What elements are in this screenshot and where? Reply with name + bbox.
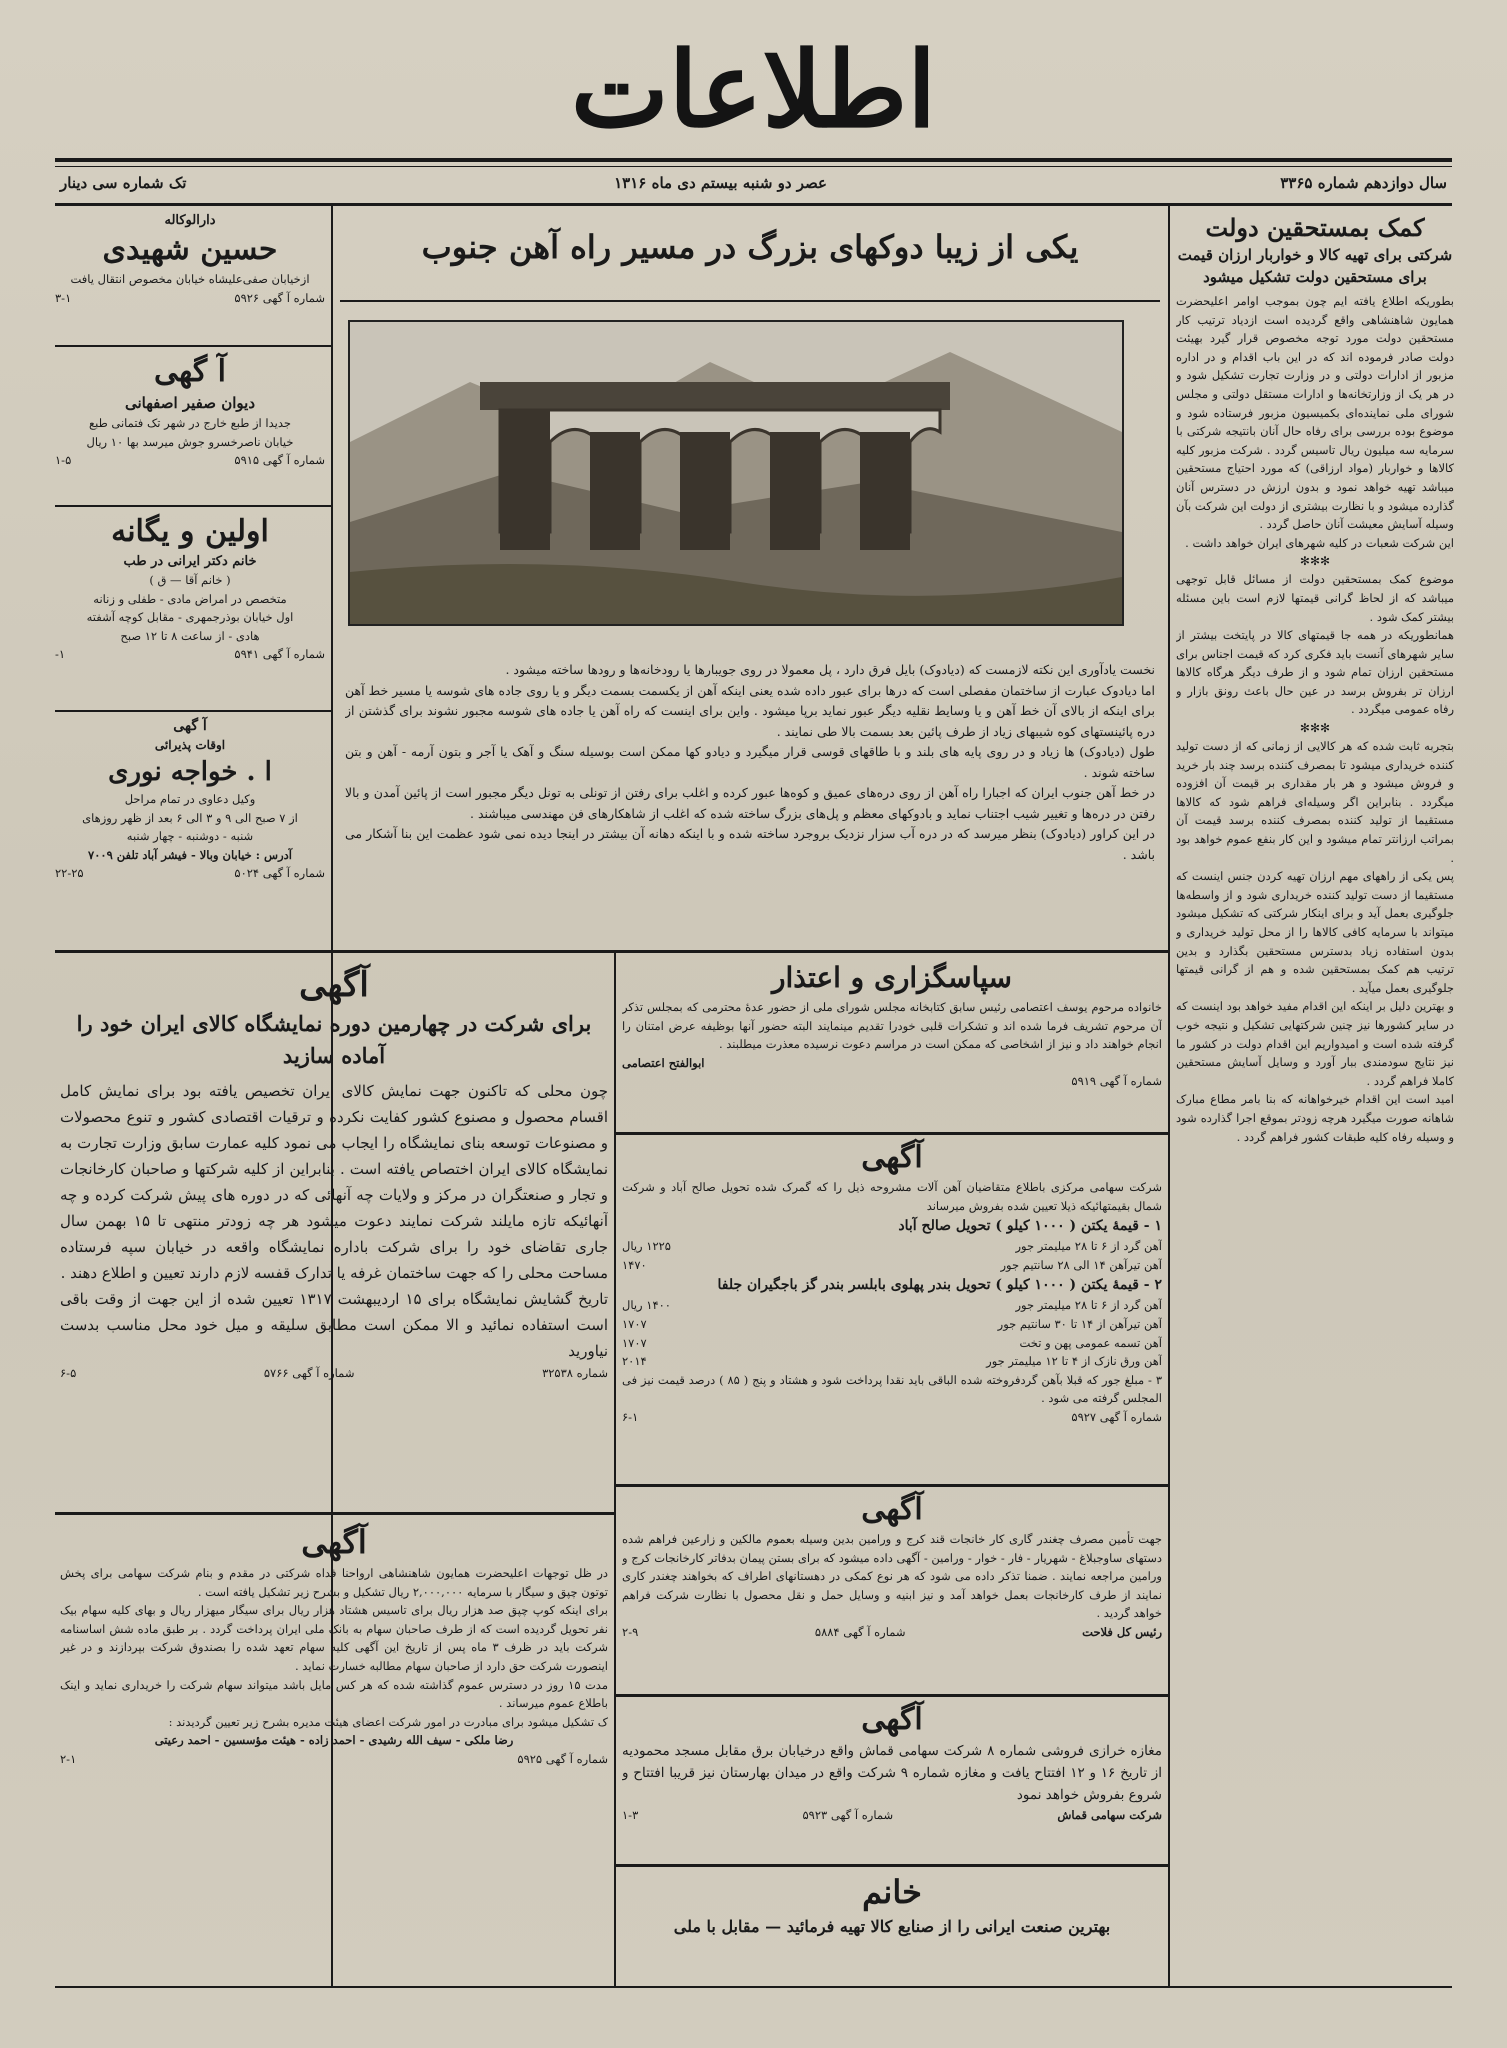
iron-notice-section: ۱ - قیمۀ یکتن ( ۱۰۰۰ کیلو ) تحویل صالح آباد [898, 1218, 1162, 1235]
ad-doctor-title: اولین و یگانه [111, 514, 269, 549]
company-notice-code: ۲-۱ [60, 1751, 77, 1766]
lead-article-body [345, 660, 1155, 942]
beet-notice [622, 1490, 1162, 1690]
section-ornament: ✻✻✻ [1299, 554, 1331, 569]
iron-notice-code: ۶-۱ [622, 1409, 639, 1424]
bridge-viaduct-image [350, 322, 1122, 624]
exhibition-headline: برای شرکت در چهارمین دوره نمایشگاه کالای ایران خود را آماده سازید [76, 1011, 592, 1068]
ad-code: ۱- [55, 647, 66, 662]
right-column-paragraph: و بهترین دلیل بر اینکه این اقدام مفید خواهد بود اینست که در سایر کشورها نیز چنین شرکتهایی تشکیل و نتیجه خوب گرفته شده است و امیدواریم این اقدام دولت در کشور ما نیز نتایج سودمندی ببار آورد و وسایل آسایش مستحقین کاملا فراهم گردد . [1176, 999, 1454, 1088]
bottom-rule [55, 1986, 1452, 1988]
lead-headline: یکی از زیبا دوکهای بزرگ در مسیر راه آهن جنوب [421, 228, 1079, 266]
ad-doctor-line: اول خیابان بوذرجمهری - مقابل کوچه آشفته [86, 610, 294, 625]
issue-date: عصر دو شنبه بیستم دی ماه ۱۳۱۶ [614, 174, 827, 192]
iron-price: ۱۲۲۵ ریال [622, 1239, 671, 1254]
right-column-paragraph: همانطوریکه در همه جا قیمتهای کالا در پایتخت بیشتر از سایر شهرهای آنست باید فکری کرد که قیمت اجناس برای مستحقین ارزان تمام شود و از طرف دیگر هرگاه کالاها ارزان تر بفروش برسد در عین حال باعث رونق بازار و رفاه عمومی میگردد . [1176, 628, 1454, 717]
left-rule [55, 505, 331, 507]
khatam-notice-body: بهترین صنعت ایرانی را از صنایع کالا تهیه فرمائید — مقابل با ملی [673, 1917, 1111, 1936]
ad-shahidi [55, 212, 325, 340]
shop-notice-ad-no: شماره آ گهی ۵۹۲۳ [802, 1808, 894, 1822]
lead-paragraph: در خط آهن جنوب ایران که اجبارا راه آهن از روی دره‌های عمیق و کوه‌ها عبور کرده و اغلب برای رفتن از تونلی به تونل دیگر مجبور است از پائین آمدن و بالا رفتن در دره‌ها و تغییر شیب اجتناب نماید و بادوکهای معظم و پل‌های بزرگ ساخته شده که اغلب از شاهکارهای فن مهندسی میباشند . [345, 785, 1155, 821]
company-notice-paragraph: برای اینکه کوپ چپق صد هزار ریال برای تاسیس هشتاد هزار ریال برای سیگار میهزار ریال و بهای کلیه سهام بیک نفر تحویل گردیده است که از طرف صاحبان سهام به بانک ملی ایران پرداخت گردد . بر طبق ماده شش اساسنامه شرکت باید در ظرف ۳ ماه پس از تاریخ این آگهی کلیه سهام تعهد شده را بصندوق شرکت بپردازند و در غیر اینصورت شرکت حق دارد از صاحبان سهام مطالبه خسارت نماید . [60, 1603, 608, 1673]
column-rule-middle [614, 952, 616, 1986]
masthead [0, 30, 1507, 150]
thanks-ad-no: شماره آ گهی ۵۹۱۹ [1071, 1074, 1162, 1089]
ad-shahidi-address: ازخیابان صفی‌علیشاه خیابان مخصوص انتقال یافت [70, 272, 310, 286]
shop-notice-signature: شرکت سهامی قماش [1057, 1808, 1162, 1822]
iron-notice-intro: شرکت سهامی مرکزی باطلاع متقاضیان آهن آلات مشروحه ذیل را که گمرک شده تحویل صالح آباد و شرکت شمال بقیمتهائیکه ذیلا تعیین شده بفروش میرساند [622, 1180, 1162, 1213]
iron-price: ۱۴۰۰ ریال [622, 1298, 671, 1313]
iron-item: آهن تیرآهن از ۱۴ تا ۳۰ سانتیم جور [997, 1316, 1162, 1331]
thanks-body: خانواده مرحوم یوسف اعتصامی رئیس سابق کتابخانه مجلس شورای ملی از حضور عدۀ محترمی که بمجلس تذکر آن مرحوم تشریف فرما شده اند و تشکرات قلبی خودرا تقدیم مینمایند البته حضور آنها بوظیفه عرض امتنان را انجام خواهند داد و نیز از اشخاصی که ممکن است در مراسم دعوت نرسیده معذرت میطلبند . [622, 1000, 1162, 1052]
iron-price-row [622, 1352, 1162, 1371]
shop-notice-footer [622, 1806, 1162, 1825]
iron-price-row [622, 1315, 1162, 1334]
iron-notice-note: ۳ - مبلغ جور که قبلا بآهن گردفروخته شده الباقی باید نقدا پرداخت شود و هشتاد و پنج ( ۸۵ ) درصد قیمت نیز فی المجلس گرفته می شود . [622, 1372, 1162, 1406]
column-rule-right [1168, 206, 1170, 1986]
ad-code: ۳-۱ [55, 290, 72, 305]
middle-rule [616, 1694, 1168, 1697]
exhibition-ad-no: شماره آ گهی ۵۷۶۶ [263, 1366, 355, 1380]
ad-ref: شماره آ گهی ۵۹۴۱ [234, 647, 325, 662]
iron-price-row [622, 1237, 1162, 1256]
lead-paragraph: اما دیادوک عبارت از ساختمان مفصلی است که درها برای عبور داده شده یعنی اینکه آهن از یکسمت بسمت دیگر و یا روی جاده های شوسه یا مسیر خط آهن برای اینکه از بالای آن خط آهن و یا وسایط نقلیه دیگر عبور نماید برپا میشود . واین برای اینست که راه آهن یا جاده های شوسه مجبور نشوند برای گذشتن از دره پائینستهای کوه شیبهای زیاد از طرف پائین بعد بسمت بالا طی نمایند . [345, 682, 1155, 739]
ad-nouri-footer [55, 864, 325, 883]
iron-price-row [622, 1334, 1162, 1353]
exhibition-footer [60, 1364, 608, 1383]
issue-number: سال دوازدهم شماره ۳۳۶۵ [1280, 174, 1447, 192]
right-column-headline: کمک بمستحقین دولت [1205, 213, 1425, 242]
iron-price: ۱۷۰۷ [622, 1335, 647, 1350]
middle-rule [616, 1484, 1168, 1487]
issue-price: تک شماره سی دینار [60, 174, 187, 192]
right-column-paragraph: بتجربه ثابت شده که هر کالایی از زمانی که از دست تولید کننده خریداری میشود تا بمصرف کننده برسد چند بار خرید و فروش میشود و هر بار مقداری بر قیمت آن افزوده میگردد . بنابراین اگر وسیله‌ای فراهم شود که کالاها مستقیما از تولید کننده بمصرف کننده برسد قیمت آن بمراتب ارزانتر تمام میشود و این کار بنفع عموم خواهد بود . [1176, 739, 1454, 865]
lead-paragraph: طول (دیادوک) ها زیاد و در روی پایه های بلند و با طاقهای قوسی قرار میگیرد و دیادو کها ممکن است بوسیله سنگ و آهک یا آجر و بتون آرمه - آهن و بتن ساخته شوند . [345, 744, 1155, 780]
beet-notice-body: جهت تأمین مصرف چغندر گاری کار خانجات قند کرج و ورامین بدین وسیله بعموم مالکین و زارعین فراهم شده دستهای ساوجبلاغ - شهریار - فار - خوار - ورامین - آگهی داده میشود که برای بستن پیمان بدفاتر کارخانجات کرج و ورامین مراجعه نمایند . ضمنا تذکر داده می شود که هر نوع کمکی در دهستانهای اطراف که بخواهند چغندر کاری نمایند از طرف کارخانجات بعمل خواهد آمد و نیز ابنیه و وسایل حمل و نقل محصول با نظارت شرکت فراهم خواهد گردید . [622, 1532, 1162, 1621]
iron-notice-section: ۲ - قیمۀ یکتن ( ۱۰۰۰ کیلو ) تحویل بندر پهلوی بابلسر بندر گز باجگیران جلفا [717, 1277, 1162, 1294]
exhibition-title: آگهی [299, 965, 369, 1005]
right-column-subhead: شرکتی برای تهیه کالا و خواربار ارزان قیمت برای مستحقین دولت تشکیل میشود [1177, 246, 1453, 286]
right-column-paragraph: موضوع کمک بمستحقین دولت از مسائل قابل توجهی میباشد که از لحاظ گرانی قیمتها لازم است باین مسئله بیشتر کمک شود . [1176, 572, 1454, 624]
masthead-rule-top [55, 158, 1452, 162]
exhibition-code: ۶-۵ [60, 1366, 77, 1380]
iron-notice [622, 1138, 1162, 1480]
ad-shahidi-name: حسین شهیدی [102, 232, 278, 267]
beet-notice-ad-no: شماره آ گهی ۵۸۸۴ [814, 1624, 906, 1639]
ad-nouri-sub: اوقات پذیرائی [154, 738, 226, 752]
ad-doctor-line: خانم دکتر ایرانی در طب [123, 554, 257, 569]
lead-headline-rule [340, 300, 1160, 302]
right-column-paragraph: پس یکی از راههای مهم ارزان تهیه کردن جنس اینست که مستقیما از دست تولید کننده خریداری شود و از واسطه‌ها جلوگیری بعمل آید و برای اینکار شرکتی که تشکیل میشود میتواند با سرمایه کافی کالاها را از محل تولید خریداری و بدون استفاده زیاد بدسترس مستحقین بگذارد و بدین ترتیب هم کمک بمستحقین شده و هم از گرانی قیمتها جلوگیری بعمل میآید . [1176, 869, 1454, 995]
ad-nouri-address: آدرس : خیابان وبالا - فیشر آباد تلفن ۷۰۰۹ [88, 847, 292, 862]
ad-divan-footer [55, 451, 325, 470]
right-column-paragraph: بطوریکه اطلاع یافته ایم چون بموجب اوامر اعلیحضرت همایون شاهنشاهی واقع گردیده است ازدیاد ترتیب کار مستحقین دولت مورد توجه مخصوص قرار گیرد بهیئت دولت صادر فرموده اند که در این باب اقدام و در اداره مزبور از ادارات دولتی و در وزارت تجارت تشکیل شود و در هر یک از وزارتخانه‌ها و ادارات مستقل دولتی و مجلس شورای ملی نماینده‌ای بکمیسیون مزبور فرستاده شود و موضوع بوده بررسی برای رفاه حال آنان بانتیجه شرکتی با سرمایه سه میلیون ریال تاسیس گردد . شرکت مزبور کلیه کالاها و خواربار (مواد ارزاقی) که مورد احتیاج مستحقین میباشد تهیه خواهد نمود و بدون ارزش در دسترس آنان گذارده میشود و با نظارت بیشتری از دولت این شرکت بآن وسیله آسایش معیشت آنان حاصل گردد . [1176, 294, 1454, 532]
lead-headline-box [340, 222, 1160, 282]
iron-price-table-1 [622, 1237, 1162, 1274]
company-notice-footer [60, 1750, 608, 1769]
thanks-title: سپاسگزاری و اعتذار [772, 961, 1012, 994]
khatam-notice [622, 1870, 1162, 1982]
ad-code: ۱-۵ [55, 453, 72, 468]
ad-doctor [55, 512, 325, 707]
iron-item: آهن تیرآهن ۱۴ الی ۲۸ سانتیم جور [1000, 1257, 1162, 1272]
shop-notice-body: مغازه خرازی فروشی شماره ۸ شرکت سهامی قماش واقع درخیابان برق مقابل مسجد محمودیه از تاریخ ۱۶ و ۱۲ افتتاح یافت و مغازه شماره ۹ شرکت واقع در میدان بهارستان نیز قریبا افتتاح و شروع بفروش خواهد نمود [622, 1743, 1162, 1803]
iron-price: ۱۷۰۷ [622, 1316, 647, 1331]
masthead-rule-thin [55, 166, 1452, 167]
iron-price: ۱۴۷۰ [622, 1257, 647, 1272]
ad-shahidi-footer [55, 289, 325, 308]
ad-divan-line: خیابان ناصرخسرو جوش میرسد بها ۱۰ ریال [86, 434, 294, 449]
ad-shahidi-kicker: دارالوکاله [164, 213, 216, 228]
left-rule [55, 710, 331, 712]
ad-nouri-line: از ۷ صبح الی ۹ و ۳ الی ۶ بعد از ظهر روزهای [82, 810, 298, 825]
iron-notice-title: آگهی [861, 1140, 923, 1175]
thanks-notice [622, 958, 1162, 1128]
middle-rule [616, 1864, 1168, 1867]
ad-divan-line: دیوان صفیر اصفهانی [124, 394, 255, 412]
company-notice [60, 1520, 608, 1982]
ad-nouri-title: ا . خواجه نوری [108, 757, 272, 787]
iron-price: ۲۰۱۴ [622, 1354, 647, 1369]
company-notice-title: آگهی [301, 1523, 367, 1561]
iron-item: آهن ورق نازک از ۴ تا ۱۲ میلیمتر جور [986, 1354, 1162, 1369]
section-ornament: ✻✻✻ [1299, 721, 1331, 736]
ad-ref: شماره آ گهی ۵۹۱۵ [234, 453, 325, 468]
lead-photo [348, 320, 1124, 626]
ad-doctor-line: ( خانم آقا — ق ) [149, 573, 231, 587]
ad-doctor-footer [55, 645, 325, 664]
shop-notice-title: آگهی [861, 1702, 923, 1737]
khatam-notice-title: خانم [862, 1873, 922, 1911]
ad-doctor-line: متخصص در امراض مادی - طفلی و زنانه [93, 591, 287, 606]
company-notice-signatories: رضا ملکی - سیف الله رشیدی - احمد زاده - هیئت مؤسسین - احمد رعیتی [154, 1733, 514, 1748]
ad-nouri-line: وکیل دعاوی در تمام مراحل [124, 792, 256, 806]
ad-khajeh-nouri [55, 716, 325, 946]
company-notice-paragraph: مدت ۱۵ روز در دسترس عموم گذاشته شده که هر کس مایل باشد میتواند سهام شرکت را خریداری نماید و اینک باطلاع عموم میرساند . [60, 1677, 608, 1711]
ad-nouri-line: شنبه - دوشنبه - چهار شنبه [126, 829, 254, 844]
exhibition-paragraph: چون محلی که تاکنون جهت نمایش کالای ایران تخصیص یافته بود برای نمایش کامل اقسام محصول و مصنوع کشور کفایت نکرده و ترقیات اقتصادی کشور و تنوع محصولات و مصنوعات توسعه بنای نمایشگاه را ایجاب می نمود کلیه عمارت سابق وزارت تجارت به نمایشگاه کالای ایران اختصاص یافته است . بنابراین از کلیه شرکتها و صاحبان کارخانجات و تجار و صنعتگران در مرکز و ولایات چه آنهائی که در دوره های پیش شرکت کرده و چه آنهائیکه تازه مایلند شرکت نمایند دعوت میشود هر چه زودتر منتهی تا ۱۵ بهمن سال جاری تقاضای خود را برای شرکت باداره نمایشگاه واقعه در خیابان سپه فرستاده مساحت محلی را که جهت ساختمان غرفه یا تدارک قفسه لازم دارند تعیین و اطلاع دهند . [60, 1082, 608, 1282]
beet-notice-signature: رئیس کل فلاحت [1082, 1624, 1162, 1639]
iron-item: آهن تسمه عمومی پهن و تخت [1019, 1335, 1162, 1350]
iron-price-table-2 [622, 1296, 1162, 1370]
exhibition-notice [60, 962, 608, 1502]
iron-item: آهن گرد از ۶ تا ۲۸ میلیمتر جور [1015, 1239, 1162, 1254]
right-column-paragraph: این شرکت شعبات در کلیه شهرهای ایران خواهد داشت . [1185, 535, 1454, 550]
iron-price-row [622, 1296, 1162, 1315]
masthead-title: اطلاعات [570, 28, 937, 151]
ad-divan [55, 352, 325, 502]
company-notice-paragraph: در ظل توجهات اعلیحضرت همایون شاهنشاهی ارواحنا فداه شرکتی در مقدم و بنام شرکت سهامی برای پخش توتون چپق و سیگار با سرمایه ۲,۰۰۰,۰۰۰ ریال تشکیل و بشرح زیر تشکیل یافته است . [60, 1566, 608, 1599]
ad-nouri-kicker: آ گهی [173, 718, 207, 734]
iron-notice-footer [622, 1408, 1162, 1427]
iron-notice-ad-no: شماره آ گهی ۵۹۲۷ [1071, 1409, 1162, 1424]
beet-notice-footer [622, 1623, 1162, 1642]
lower-left-rule [55, 1512, 615, 1515]
thanks-signature: ابوالفتح اعتصامی [622, 1055, 705, 1070]
shop-notice [622, 1700, 1162, 1860]
left-rule [55, 345, 331, 347]
beet-notice-title: آگهی [861, 1492, 923, 1527]
right-column-paragraph: امید است این اقدام خیرخواهانه که بنا بامر مطاع مبارک شاهانه صورت میگیرد هرچه زودتر بموقع اجرا گذارده شود و وسیله رفاه کلیه طبقات کشور فراهم گردد . [1176, 1092, 1454, 1144]
company-notice-ad-no: شماره آ گهی ۵۹۲۵ [517, 1751, 608, 1766]
shop-notice-code: ۱-۳ [622, 1808, 639, 1822]
dateline [60, 172, 1447, 198]
exhibition-ref: شماره ۳۲۵۳۸ [542, 1366, 608, 1380]
ad-ref: شماره آ گهی ۵۰۲۴ [234, 866, 325, 881]
beet-notice-code: ۲-۹ [622, 1624, 639, 1639]
ad-code: ۲۲-۲۵ [55, 866, 84, 881]
iron-item: آهن گرد از ۶ تا ۲۸ میلیمتر جور [1015, 1298, 1162, 1313]
ad-divan-title: آ گهی [154, 354, 226, 389]
middle-rule [616, 1132, 1168, 1135]
company-notice-paragraph: ک تشکیل میشود برای مبادرت در امور شرکت اعضای هیئت مدیره بشرح زیر تعیین گردیدند : [168, 1714, 608, 1729]
right-column [1176, 212, 1454, 1982]
exhibition-paragraph: تاریخ گشایش نمایشگاه برای ۱۵ اردیبهشت ۱۳۱۷ تعیین شده از این جهت از وقت باقی است استفاده نمائید و الا ممکن است مطابق سلیقه و میل خود محل مناسب بدست نیاورید [60, 1290, 608, 1360]
dateline-rule [55, 203, 1452, 206]
lead-paragraph: نخست یادآوری این نکته لازمست که (دیادوک) بایل فرق دارد ، پل معمولا در روی جویبارها یا رودخانه‌ها و رودها ساخته میشود . [505, 662, 1155, 677]
ad-doctor-line: هادی - از ساعت ۸ تا ۱۲ صبح [120, 628, 260, 643]
ad-divan-line: جدیدا از طبع خارج در شهر تک فتمانی طبع [88, 416, 291, 430]
mid-page-rule [55, 950, 1169, 953]
ad-ref: شماره آ گهی ۵۹۲۶ [234, 290, 325, 305]
iron-price-row [622, 1256, 1162, 1275]
lead-paragraph: در این کراور (دیادوک) بنظر میرسد که در دره آب سزار نزدیک بروجرد ساخته شده و با اینکه دهانه آن بیشتر در اینجا دیده نمی شود عظمت این بنا آشکار می باشد . [345, 826, 1155, 862]
